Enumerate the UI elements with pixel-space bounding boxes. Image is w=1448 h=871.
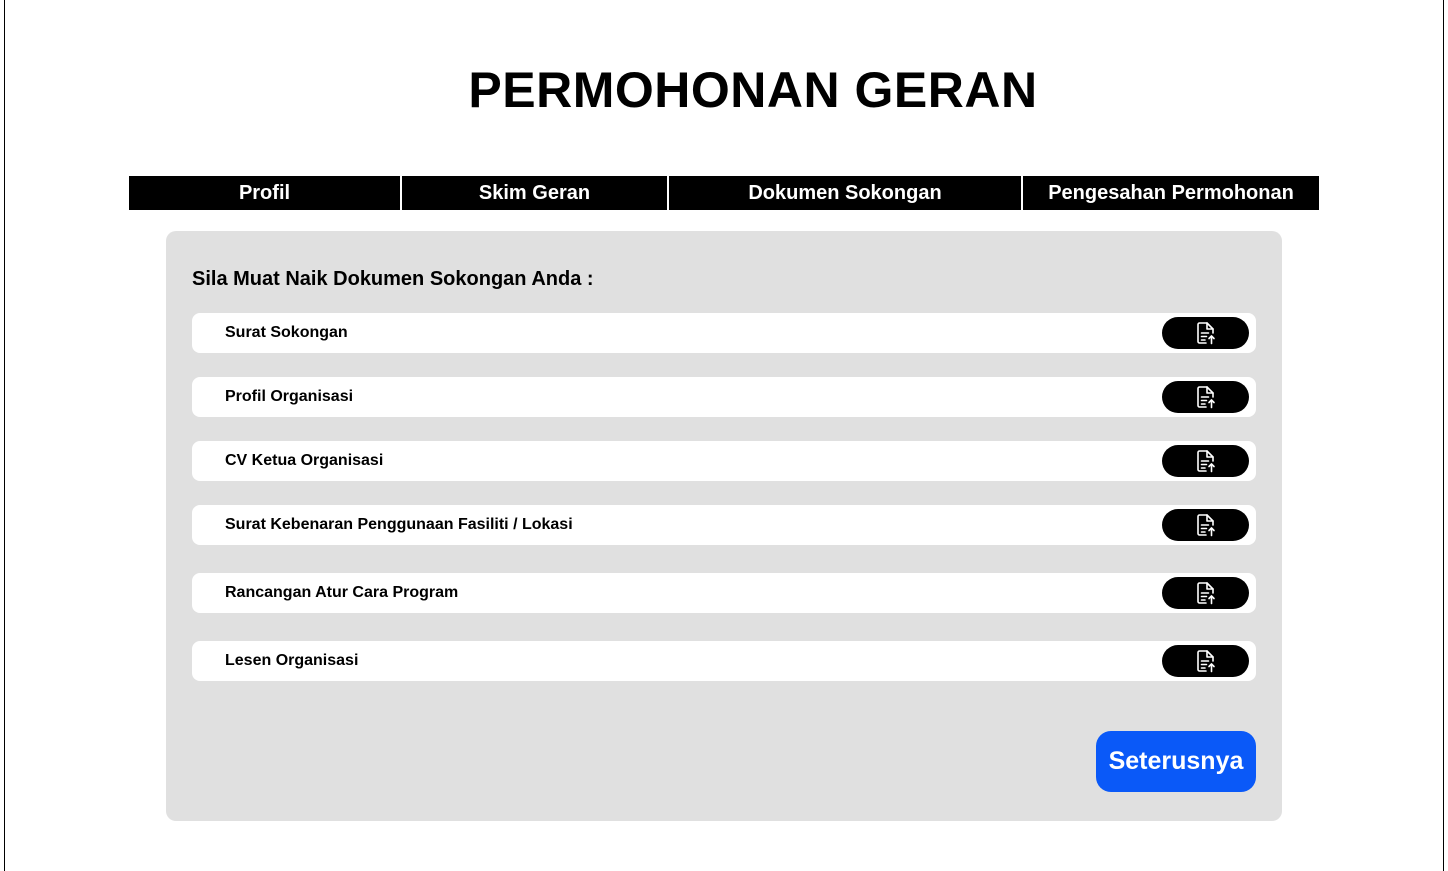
upload-button[interactable] [1162, 445, 1249, 477]
file-upload-icon [1195, 449, 1217, 473]
file-upload-icon [1195, 513, 1217, 537]
upload-button[interactable] [1162, 645, 1249, 677]
page-title: PERMOHONAN GERAN [468, 62, 1038, 118]
frame-border-left [4, 0, 5, 871]
document-row [192, 377, 1256, 417]
next-button[interactable]: Seterusnya [1096, 731, 1256, 792]
document-label: CV Ketua Organisasi [225, 452, 384, 469]
document-label: Rancangan Atur Cara Program [225, 584, 459, 601]
document-row [192, 441, 1256, 481]
document-row [192, 313, 1256, 353]
upload-button[interactable] [1162, 381, 1249, 413]
tab-profil[interactable]: Profil [129, 176, 400, 210]
document-row [192, 573, 1256, 613]
document-label: Profil Organisasi [225, 388, 354, 405]
upload-button[interactable] [1162, 317, 1249, 349]
frame-border-right [1443, 0, 1444, 871]
file-upload-icon [1195, 649, 1217, 673]
document-label: Surat Kebenaran Penggunaan Fasiliti / Lokasi [225, 516, 573, 533]
upload-panel [166, 231, 1282, 821]
panel-heading: Sila Muat Naik Dokumen Sokongan Anda : [192, 268, 594, 290]
file-upload-icon [1195, 581, 1217, 605]
tab-pengesahan-permohonan[interactable]: Pengesahan Permohonan [1021, 176, 1319, 210]
upload-button[interactable] [1162, 509, 1249, 541]
file-upload-icon [1195, 385, 1217, 409]
tab-skim-geran[interactable]: Skim Geran [400, 176, 667, 210]
tab-dokumen-sokongan[interactable]: Dokumen Sokongan [667, 176, 1021, 210]
upload-button[interactable] [1162, 577, 1249, 609]
file-upload-icon [1195, 321, 1217, 345]
document-row [192, 641, 1256, 681]
document-label: Lesen Organisasi [225, 652, 359, 669]
document-label: Surat Sokongan [225, 324, 348, 341]
document-row [192, 505, 1256, 545]
step-tabs [129, 176, 1319, 210]
